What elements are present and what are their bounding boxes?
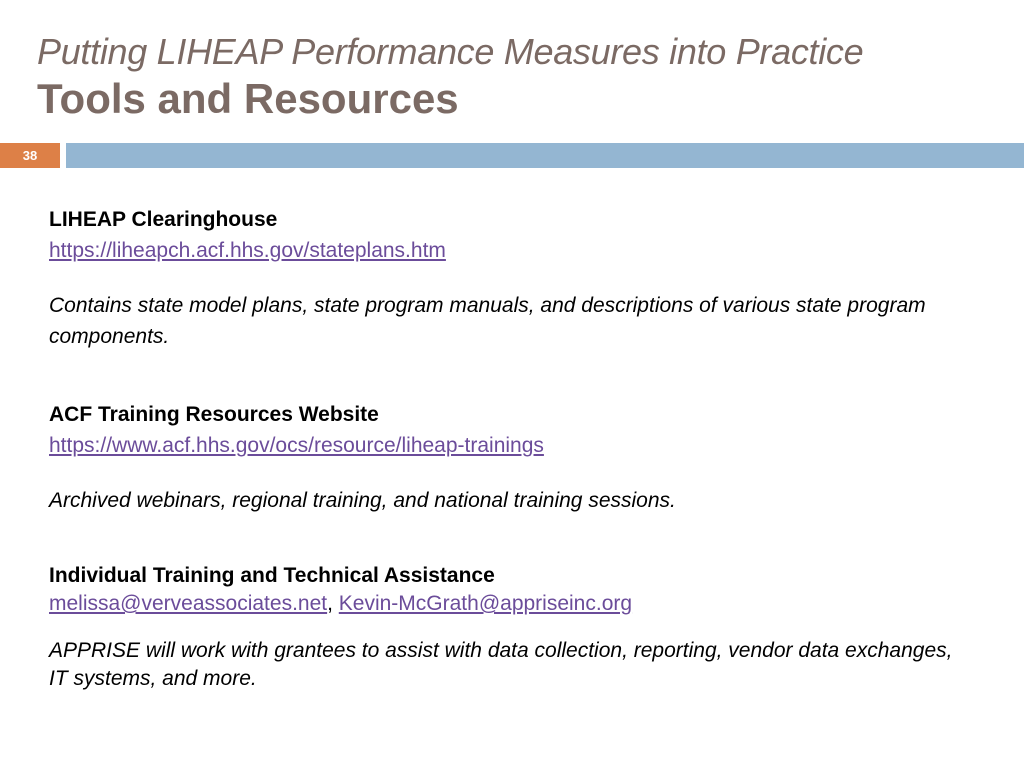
email-link-melissa[interactable]: melissa@verveassociates.net (49, 592, 328, 615)
resource-description: Contains state model plans, state program manuals, and descriptions of various state program components. (49, 294, 926, 348)
resource-acf-training (49, 400, 969, 516)
slide-number-badge: 38 (0, 143, 60, 168)
resource-title: ACF Training Resources Website (49, 403, 379, 426)
resource-link[interactable]: https://www.acf.hhs.gov/ocs/resource/liheap-trainings (49, 434, 544, 457)
slide-title: Tools and Resources (37, 75, 459, 122)
link-separator: , (327, 592, 339, 615)
resource-liheap-clearinghouse (49, 205, 969, 352)
resource-title: LIHEAP Clearinghouse (49, 208, 278, 231)
resource-link[interactable]: https://liheapch.acf.hhs.gov/stateplans.htm (49, 239, 446, 262)
resource-individual-ta (49, 561, 969, 693)
resource-title: Individual Training and Technical Assistance (49, 564, 495, 587)
resource-description: Archived webinars, regional training, and national training sessions. (49, 489, 676, 512)
resource-description: APPRISE will work with grantees to assist with data collection, reporting, vendor data exchanges, IT systems, and more. (49, 639, 953, 690)
header-divider-bar (66, 143, 1024, 168)
slide-subtitle: Putting LIHEAP Performance Measures into Practice (37, 31, 864, 72)
email-link-kevin[interactable]: Kevin-McGrath@appriseinc.org (338, 592, 633, 615)
slide-header (37, 30, 997, 124)
